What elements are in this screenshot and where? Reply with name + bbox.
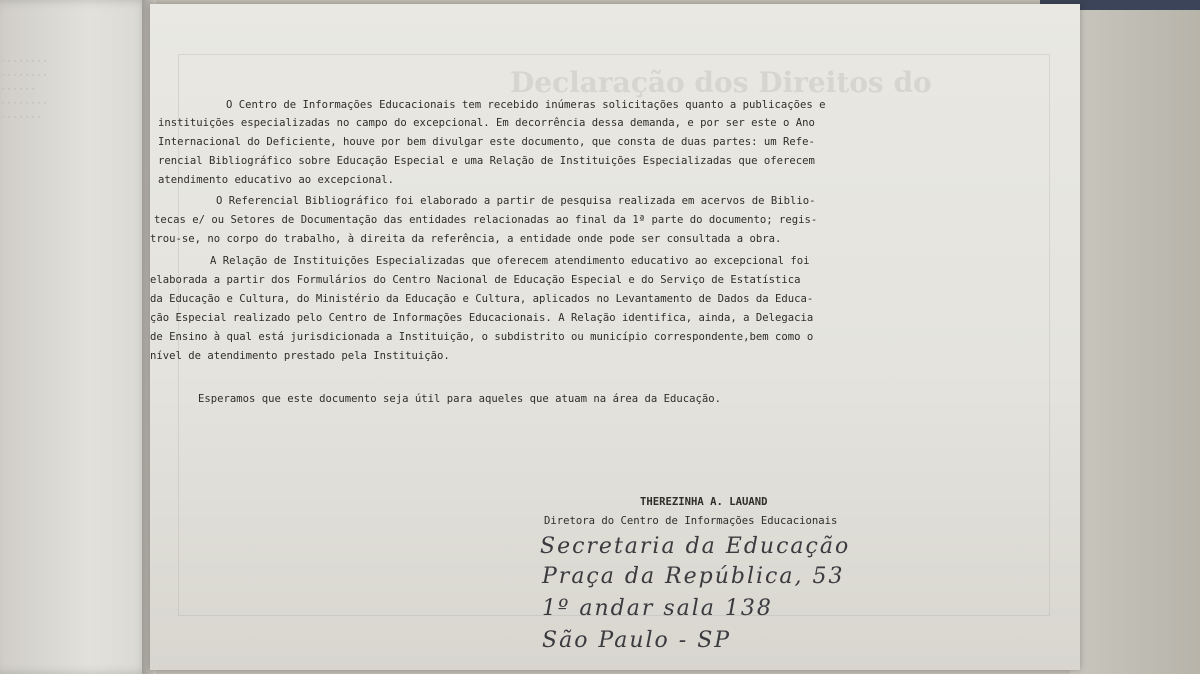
body-line: de Ensino à qual está jurisdicionada a Instituição, o subdistrito ou município correspondente,bem como o bbox=[150, 331, 814, 343]
handwritten-note: São Paulo - SP bbox=[542, 628, 732, 653]
bleed-through-heading: Declaração dos Direitos do bbox=[510, 66, 932, 99]
page-stack-edge bbox=[1070, 0, 1200, 674]
body-line: instituições especializadas no campo do excepcional. Em decorrência dessa demanda, e por ser este o Ano bbox=[158, 117, 815, 129]
body-line: Esperamos que este documento seja útil para aqueles que atuam na área da Educação. bbox=[198, 393, 721, 405]
body-line: atendimento educativo ao excepcional. bbox=[158, 174, 394, 186]
left-page-bleed-through: ········ ········ ······ ········ ······· bbox=[0, 56, 49, 123]
handwritten-note: Praça da República, 53 bbox=[542, 564, 845, 589]
body-line: ção Especial realizado pelo Centro de Informações Educacionais. A Relação identifica, ainda, a Delegacia bbox=[150, 312, 814, 324]
body-line: tecas e/ ou Setores de Documentação das entidades relacionadas ao final da 1ª parte do documento; regis- bbox=[154, 214, 818, 226]
body-line: elaborada a partir dos Formulários do Centro Nacional de Educação Especial e do Serviço de Estatística bbox=[150, 274, 801, 286]
document-page bbox=[150, 4, 1080, 670]
body-line: da Educação e Cultura, do Ministério da Educação e Cultura, aplicados no Levantamento de Dados da Educa- bbox=[150, 293, 814, 305]
body-line: A Relação de Instituições Especializadas que oferecem atendimento educativo ao excepcional foi bbox=[210, 255, 810, 267]
handwritten-note: Secretaria da Educação bbox=[540, 534, 851, 559]
body-line: trou-se, no corpo do trabalho, à direita da referência, a entidade onde pode ser consultada a obra. bbox=[150, 233, 782, 245]
body-line: O Centro de Informações Educacionais tem recebido inúmeras solicitações quanto a publicações e bbox=[226, 99, 826, 111]
left-page bbox=[0, 0, 150, 674]
signatory-title: Diretora do Centro de Informações Educacionais bbox=[544, 515, 838, 527]
signatory-name: THEREZINHA A. LAUAND bbox=[640, 496, 768, 508]
body-line: rencial Bibliográfico sobre Educação Especial e uma Relação de Instituições Especializadas que oferecem bbox=[158, 155, 815, 167]
body-line: Internacional do Deficiente, houve por bem divulgar este documento, que consta de duas partes: um Refe- bbox=[158, 136, 815, 148]
body-line: O Referencial Bibliográfico foi elaborado a partir de pesquisa realizada em acervos de Biblio- bbox=[216, 195, 816, 207]
handwritten-note: 1º andar sala 138 bbox=[542, 596, 773, 621]
body-line: nível de atendimento prestado pela Instituição. bbox=[150, 350, 450, 362]
